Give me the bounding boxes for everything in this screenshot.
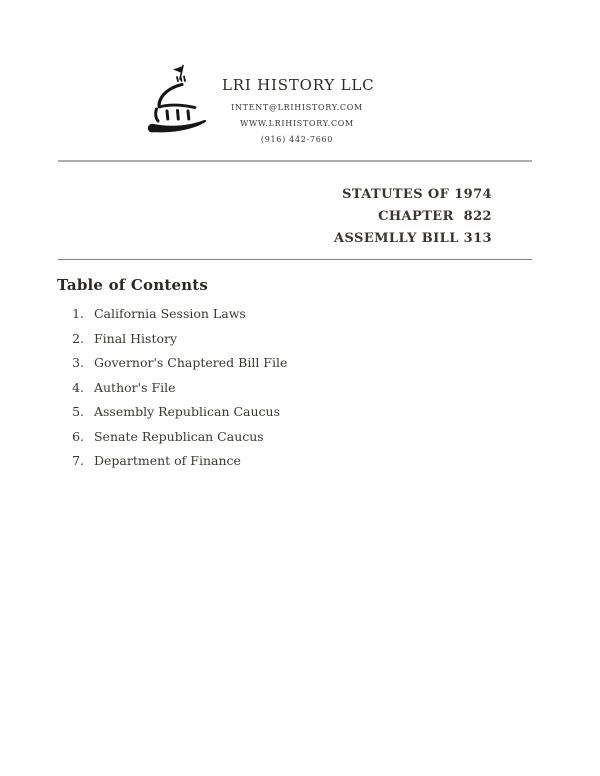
toc-item-label: Governor's Chaptered Bill File [93, 355, 288, 370]
toc-heading: Table of Contents [57, 276, 209, 294]
statute-reference-block [0, 184, 600, 250]
statute-chapter-line: CHAPTER 822 [378, 209, 492, 224]
divider-top [58, 160, 532, 162]
toc-item-number: 5. [72, 404, 84, 419]
company-name: LRI HISTORY LLC [222, 76, 375, 94]
company-email: INTENT@LRIHISTORY.COM [231, 103, 363, 112]
capitol-dome-logo [146, 60, 210, 138]
toc-item [72, 331, 600, 346]
letterhead [0, 0, 600, 160]
capitol-dome-icon [146, 60, 210, 138]
brand-block [222, 76, 375, 144]
toc-item [72, 453, 600, 468]
toc-item-label: Department of Finance [93, 453, 241, 468]
toc-item-label: Final History [93, 330, 178, 346]
toc-item [72, 404, 600, 419]
toc-item-label: Author's File [93, 379, 176, 395]
toc-item [72, 306, 600, 321]
toc-item-number: 2. [72, 330, 84, 346]
table-of-contents [0, 276, 600, 468]
toc-item-label: California Session Laws [93, 306, 246, 321]
toc-item-number: 4. [72, 379, 84, 395]
statute-year-line: STATUTES OF 1974 [342, 187, 492, 202]
toc-item-number: 6. [72, 428, 84, 444]
toc-item-number: 3. [72, 355, 84, 370]
company-website: WWW.LRIHISTORY.COM [240, 119, 354, 128]
toc-item-number: 1. [72, 306, 84, 321]
company-phone: (916) 442-7660 [260, 135, 334, 144]
divider-bottom [58, 259, 532, 260]
toc-item-number: 7. [72, 453, 84, 468]
toc-item [72, 380, 600, 395]
statute-bill-line: ASSEMLLY BILL 313 [334, 231, 492, 246]
toc-item-label: Assembly Republican Caucus [93, 404, 280, 419]
toc-list [0, 306, 600, 468]
toc-item [72, 355, 600, 370]
toc-item-label: Senate Republican Caucus [93, 428, 264, 444]
toc-item [72, 429, 600, 444]
